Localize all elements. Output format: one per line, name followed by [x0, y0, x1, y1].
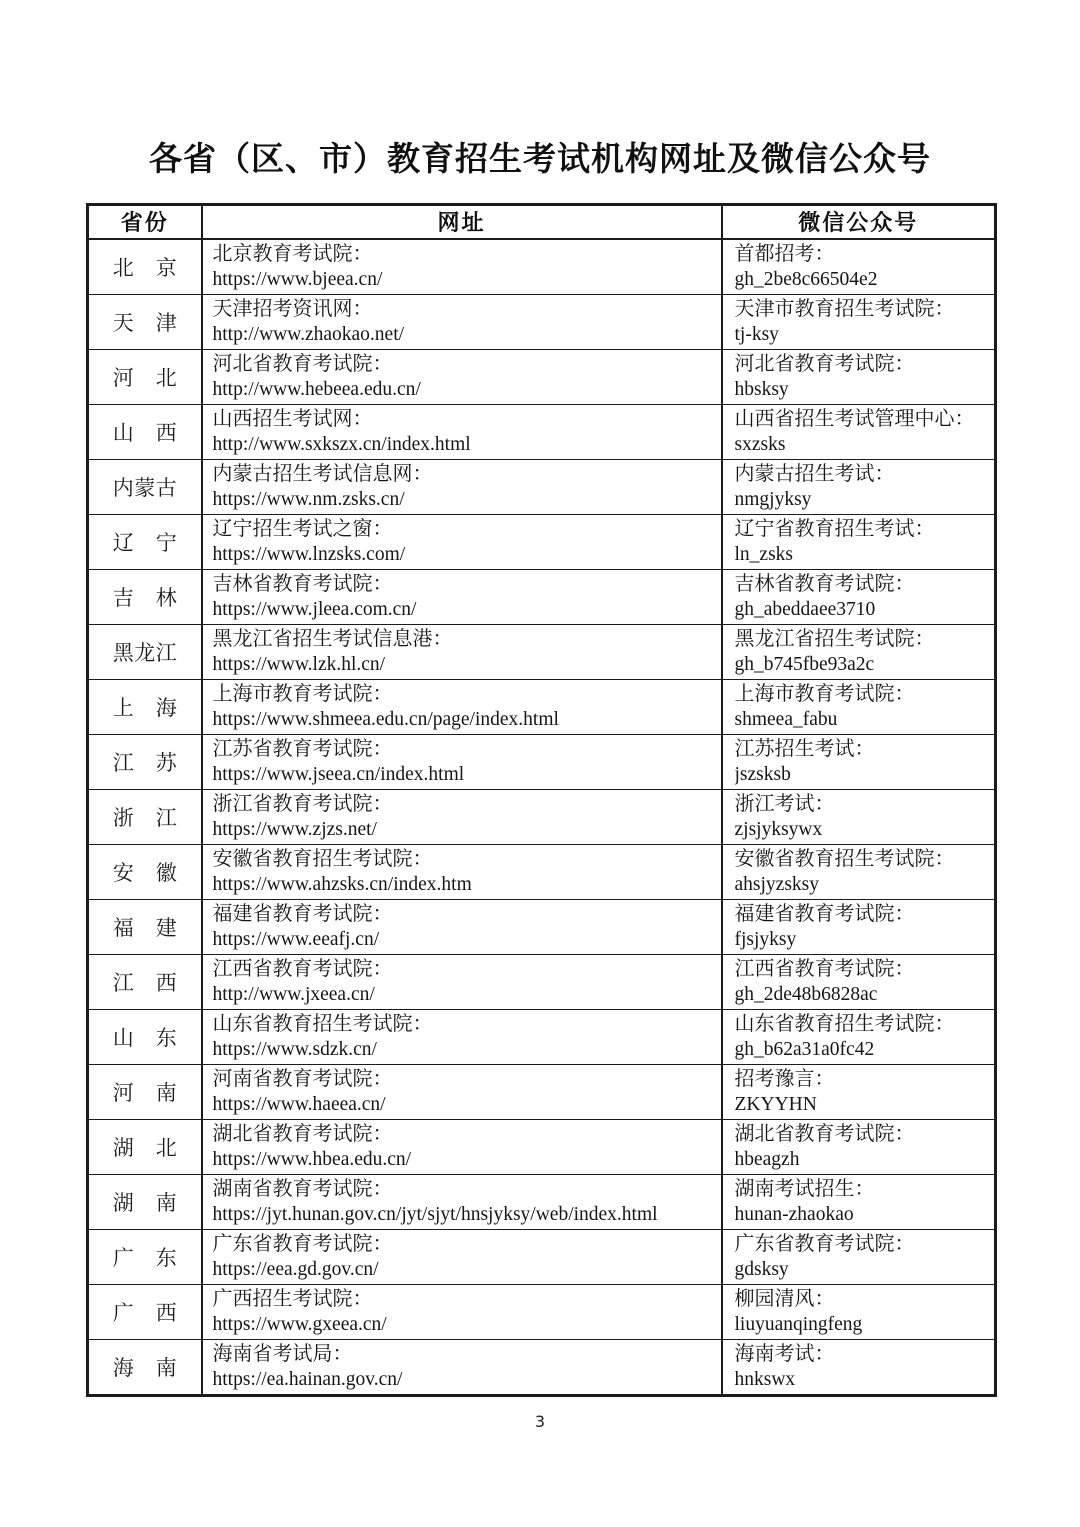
wechat-account-name: 浙江考试：: [734, 792, 835, 815]
site-url: https://www.jseea.cn/index.html: [212, 763, 465, 785]
province-name: 湖南: [112, 1190, 177, 1215]
website-cell: [202, 349, 722, 404]
website-cell: [202, 1229, 722, 1284]
website-cell: [202, 954, 722, 1009]
website-cell: [202, 624, 722, 679]
wechat-cell: [722, 844, 996, 899]
wechat-cell: [722, 1009, 996, 1064]
website-cell: [202, 899, 722, 954]
province-cell: [88, 789, 202, 844]
site-name: 黑龙江省招生考试信息港：: [212, 627, 453, 650]
table-row: [88, 294, 996, 349]
province-cell: [88, 1009, 202, 1064]
wechat-account-name: 山西省招生考试管理中心：: [734, 407, 975, 430]
site-url: https://www.lnzsks.com/: [212, 543, 406, 565]
province-name: 广西: [112, 1300, 177, 1325]
province-name: 湖北: [112, 1135, 177, 1160]
wechat-cell: [722, 294, 996, 349]
website-cell: [202, 844, 722, 899]
province-name: 江苏: [112, 750, 177, 775]
wechat-account-name: 湖南考试招生：: [734, 1177, 875, 1200]
table-row: [88, 1284, 996, 1339]
wechat-account-id: gdsksy: [734, 1258, 789, 1280]
wechat-cell: [722, 679, 996, 734]
website-cell: [202, 1009, 722, 1064]
wechat-cell: [722, 1064, 996, 1119]
site-url: http://www.zhaokao.net/: [212, 323, 405, 345]
website-cell: [202, 459, 722, 514]
wechat-account-id: liuyuanqingfeng: [734, 1313, 863, 1335]
wechat-account-id: hunan-zhaokao: [734, 1203, 854, 1225]
site-name: 江西省教育考试院：: [212, 957, 393, 980]
site-url: https://www.shmeea.edu.cn/page/index.html: [212, 708, 559, 730]
province-cell: [88, 1284, 202, 1339]
site-name: 山东省教育招生考试院：: [212, 1012, 433, 1035]
province-cell: [88, 459, 202, 514]
wechat-account-id: gh_b745fbe93a2c: [734, 653, 875, 675]
wechat-cell: [722, 1174, 996, 1229]
wechat-account-name: 江西省教育考试院：: [734, 957, 915, 980]
page-number: 3: [534, 1412, 546, 1431]
wechat-account-id: hnkswx: [734, 1368, 796, 1390]
site-name: 河北省教育考试院：: [212, 352, 393, 375]
wechat-account-id: zjsjyksywx: [734, 818, 823, 840]
wechat-cell: [722, 514, 996, 569]
province-name: 山东: [112, 1025, 177, 1050]
table-row: [88, 899, 996, 954]
wechat-account-id: tj-ksy: [734, 323, 779, 345]
site-url: https://www.ahzsks.cn/index.htm: [212, 873, 472, 895]
province-cell: [88, 1064, 202, 1119]
table-row: [88, 624, 996, 679]
wechat-cell: [722, 1284, 996, 1339]
site-name: 安徽省教育招生考试院：: [212, 847, 433, 870]
province-name: 吉林: [112, 585, 177, 610]
website-cell: [202, 1174, 722, 1229]
website-cell: [202, 1284, 722, 1339]
site-name: 浙江省教育考试院：: [212, 792, 393, 815]
site-name: 江苏省教育考试院：: [212, 737, 393, 760]
wechat-cell: [722, 404, 996, 459]
wechat-account-id: gh_2be8c66504e2: [734, 268, 878, 290]
site-name: 内蒙古招生考试信息网：: [212, 462, 433, 485]
wechat-cell: [722, 734, 996, 789]
province-cell: [88, 1339, 202, 1395]
site-url: https://jyt.hunan.gov.cn/jyt/sjyt/hnsjyksy/web/index.html: [212, 1203, 658, 1225]
site-url: https://www.haeea.cn/: [212, 1093, 386, 1115]
wechat-account-name: 首都招考：: [734, 242, 835, 265]
table-row: [88, 1229, 996, 1284]
wechat-account-name: 黑龙江省招生考试院：: [734, 627, 935, 650]
site-url: https://www.lzk.hl.cn/: [212, 653, 386, 675]
site-name: 上海市教育考试院：: [212, 682, 393, 705]
province-cell: [88, 514, 202, 569]
wechat-account-name: 上海市教育考试院：: [734, 682, 915, 705]
website-cell: [202, 294, 722, 349]
wechat-account-name: 柳园清风：: [734, 1287, 835, 1310]
site-name: 辽宁招生考试之窗：: [212, 517, 393, 540]
wechat-cell: [722, 789, 996, 844]
wechat-account-name: 广东省教育考试院：: [734, 1232, 915, 1255]
table-row: [88, 1119, 996, 1174]
table-row: [88, 1064, 996, 1119]
col-header-website: 网址: [202, 205, 722, 239]
site-url: https://www.gxeea.cn/: [212, 1313, 387, 1335]
province-name: 河北: [112, 365, 177, 390]
site-url: https://www.nm.zsks.cn/: [212, 488, 405, 510]
table-row: [88, 1174, 996, 1229]
page-title: 各省（区、市）教育招生考试机构网址及微信公众号: [149, 142, 931, 178]
website-cell: [202, 514, 722, 569]
site-name: 广西招生考试院：: [212, 1287, 373, 1310]
table-row: [88, 514, 996, 569]
province-name: 河南: [112, 1080, 177, 1105]
website-cell: [202, 1064, 722, 1119]
site-name: 吉林省教育考试院：: [212, 572, 393, 595]
website-cell: [202, 569, 722, 624]
col-header-province: 省份: [88, 205, 202, 239]
website-cell: [202, 734, 722, 789]
province-name: 黑龙江: [112, 640, 177, 665]
wechat-cell: [722, 1229, 996, 1284]
website-cell: [202, 1119, 722, 1174]
wechat-account-id: ln_zsks: [734, 543, 793, 565]
table-row: [88, 239, 996, 295]
wechat-account-id: ahsjyzsksy: [734, 873, 819, 895]
wechat-account-id: hbsksy: [734, 378, 789, 400]
wechat-account-name: 安徽省教育招生考试院：: [734, 847, 955, 870]
wechat-account-id: gh_b62a31a0fc42: [734, 1038, 875, 1060]
site-name: 海南省考试局：: [212, 1342, 353, 1365]
wechat-account-id: nmgjyksy: [734, 488, 812, 510]
site-url: https://ea.hainan.gov.cn/: [212, 1368, 403, 1390]
wechat-cell: [722, 569, 996, 624]
province-name: 广东: [112, 1245, 177, 1270]
wechat-cell: [722, 459, 996, 514]
province-cell: [88, 624, 202, 679]
province-cell: [88, 1229, 202, 1284]
site-url: https://www.zjzs.net/: [212, 818, 377, 840]
site-url: http://www.jxeea.cn/: [212, 983, 375, 1005]
wechat-account-name: 吉林省教育考试院：: [734, 572, 915, 595]
wechat-account-name: 江苏招生考试：: [734, 737, 875, 760]
province-cell: [88, 954, 202, 1009]
province-name: 江西: [112, 970, 177, 995]
wechat-account-name: 河北省教育考试院：: [734, 352, 915, 375]
site-name: 山西招生考试网：: [212, 407, 373, 430]
site-name: 广东省教育考试院：: [212, 1232, 393, 1255]
province-name: 安徽: [112, 860, 177, 885]
wechat-account-id: jszsksb: [734, 763, 791, 785]
table-row: [88, 1009, 996, 1064]
site-url: https://www.eeafj.cn/: [212, 928, 380, 950]
wechat-account-id: shmeea_fabu: [734, 708, 838, 730]
province-name: 浙江: [112, 805, 177, 830]
col-header-wechat: 微信公众号: [722, 205, 996, 239]
wechat-account-name: 内蒙古招生考试：: [734, 462, 895, 485]
wechat-cell: [722, 1119, 996, 1174]
province-name: 辽宁: [112, 530, 177, 555]
wechat-cell: [722, 349, 996, 404]
site-url: https://www.sdzk.cn/: [212, 1038, 377, 1060]
wechat-account-name: 山东省教育招生考试院：: [734, 1012, 955, 1035]
wechat-account-id: gh_abeddaee3710: [734, 598, 876, 620]
province-name: 海南: [112, 1355, 177, 1380]
table-row: [88, 844, 996, 899]
site-url: https://www.jleea.com.cn/: [212, 598, 417, 620]
site-url: https://eea.gd.gov.cn/: [212, 1258, 379, 1280]
wechat-cell: [722, 239, 996, 295]
website-cell: [202, 404, 722, 459]
province-name: 北京: [112, 255, 177, 280]
site-url: http://www.hebeea.edu.cn/: [212, 378, 421, 400]
wechat-account-name: 海南考试：: [734, 1342, 835, 1365]
wechat-account-name: 湖北省教育考试院：: [734, 1122, 915, 1145]
table-row: [88, 734, 996, 789]
province-cell: [88, 844, 202, 899]
wechat-cell: [722, 954, 996, 1009]
province-cell: [88, 569, 202, 624]
wechat-account-id: sxzsks: [734, 433, 786, 455]
wechat-cell: [722, 1339, 996, 1395]
province-cell: [88, 404, 202, 459]
site-name: 湖南省教育考试院：: [212, 1177, 393, 1200]
wechat-cell: [722, 624, 996, 679]
table-body: [88, 239, 996, 1396]
website-cell: [202, 789, 722, 844]
province-cell: [88, 734, 202, 789]
wechat-cell: [722, 899, 996, 954]
province-name: 福建: [112, 915, 177, 940]
table-row: [88, 789, 996, 844]
wechat-account-id: ZKYYHN: [734, 1093, 817, 1115]
province-cell: [88, 899, 202, 954]
site-name: 湖北省教育考试院：: [212, 1122, 393, 1145]
province-exam-table: [86, 203, 997, 1397]
province-name: 山西: [112, 420, 177, 445]
table-row: [88, 459, 996, 514]
province-cell: [88, 349, 202, 404]
province-cell: [88, 1119, 202, 1174]
table-row: [88, 349, 996, 404]
table-row: [88, 954, 996, 1009]
wechat-account-name: 辽宁省教育招生考试：: [734, 517, 935, 540]
site-name: 天津招考资讯网：: [212, 297, 373, 320]
table-row: [88, 1339, 996, 1395]
wechat-account-name: 天津市教育招生考试院：: [734, 297, 955, 320]
province-cell: [88, 294, 202, 349]
province-cell: [88, 679, 202, 734]
wechat-account-name: 招考豫言：: [734, 1067, 835, 1090]
website-cell: [202, 679, 722, 734]
site-name: 河南省教育考试院：: [212, 1067, 393, 1090]
province-name: 内蒙古: [112, 475, 177, 500]
site-url: https://www.bjeea.cn/: [212, 268, 383, 290]
site-url: https://www.hbea.edu.cn/: [212, 1148, 412, 1170]
site-name: 北京教育考试院：: [212, 242, 373, 265]
province-name: 天津: [112, 310, 177, 335]
wechat-account-name: 福建省教育考试院：: [734, 902, 915, 925]
province-name: 上海: [112, 695, 177, 720]
table-row: [88, 679, 996, 734]
site-url: http://www.sxkszx.cn/index.html: [212, 433, 471, 455]
province-cell: [88, 239, 202, 295]
wechat-account-id: hbeagzh: [734, 1148, 800, 1170]
website-cell: [202, 1339, 722, 1395]
table-row: [88, 569, 996, 624]
website-cell: [202, 239, 722, 295]
wechat-account-id: fjsjyksy: [734, 928, 797, 950]
table-header-row: [88, 205, 996, 239]
province-cell: [88, 1174, 202, 1229]
wechat-account-id: gh_2de48b6828ac: [734, 983, 878, 1005]
site-name: 福建省教育考试院：: [212, 902, 393, 925]
table-row: [88, 404, 996, 459]
